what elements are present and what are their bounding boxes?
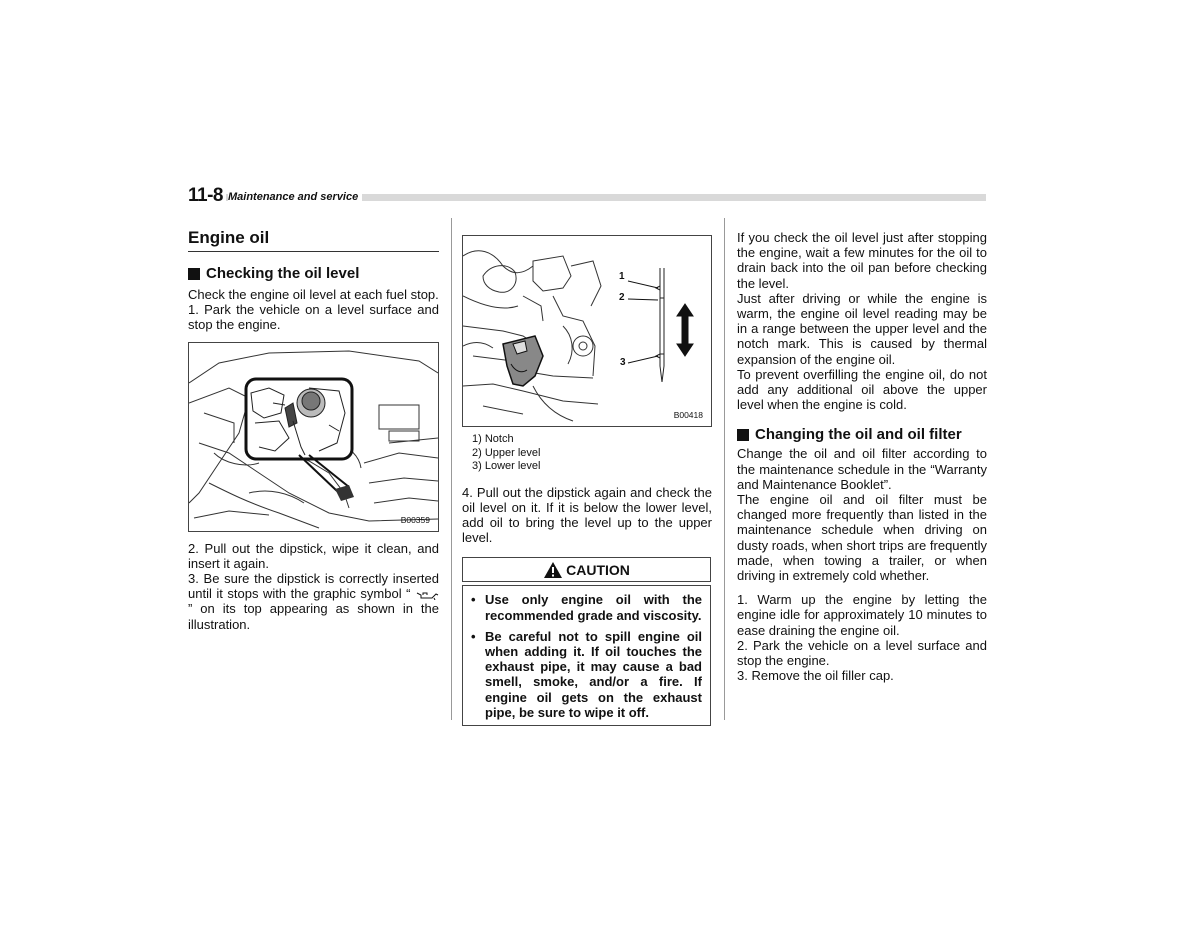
- figure-legend: [462, 433, 712, 474]
- change-step-2-text: 2. Park the vehicle on a level surface and stop the engine.: [737, 637, 987, 669]
- caution-body: [462, 585, 711, 726]
- warning-triangle-icon: [543, 561, 563, 579]
- paragraph-frequency: The engine oil and oil filter must be changed more frequently than listed in the maintenance schedule when driving on dusty roads, when short trips are frequently made, when towing a trailer, or when driving in extremely cold whether.: [737, 492, 987, 584]
- intro-text: Check the engine oil level at each fuel stop.: [188, 287, 439, 302]
- engine-bay-drawing: [189, 343, 438, 531]
- section-title-rule: [188, 251, 439, 252]
- step-3-text-after: ” on its top appearing as shown in the illustration.: [188, 601, 439, 632]
- paragraph-oil-drain: If you check the oil level just after stopping the engine, wait a few minutes for the oil to drain back into the oil pan before checking the level.: [737, 230, 987, 291]
- dipstick-drawing: [463, 236, 711, 426]
- legend-item-lower-level: 3) Lower level: [472, 460, 541, 472]
- column-divider-right: [724, 218, 725, 720]
- column-divider-left: [451, 218, 452, 720]
- section-title: Engine oil: [188, 228, 270, 247]
- caution-item-text: Use only engine oil with the recommended grade and viscosity.: [485, 592, 702, 623]
- left-column: [188, 228, 439, 632]
- chapter-title: Maintenance and service: [228, 191, 362, 203]
- caution-item-text: Be careful not to spill engine oil when adding it. If oil touches the exhaust pipe, it may cause a bad smell, smoke, and/or a fire. If engine oil gets on the exhaust pipe, be sure to wipe it off.: [485, 628, 702, 720]
- paragraph-overfill: To prevent overfilling the engine oil, do not add any additional oil above the upper level when the engine is cold.: [737, 366, 987, 413]
- figure-code: B00418: [673, 410, 703, 420]
- callout-3: 3: [620, 357, 626, 368]
- change-step-1-text: 1. Warm up the engine by letting the engine idle for approximately 10 minutes to ease draining the engine oil.: [737, 592, 987, 638]
- square-bullet-icon: [737, 429, 749, 441]
- bullet-icon: •: [471, 628, 476, 644]
- callout-2: 2: [619, 292, 625, 303]
- caution-item: [471, 592, 702, 622]
- page-number: 11-8: [188, 185, 226, 207]
- change-step-3-text: 3. Remove the oil filler cap.: [737, 668, 894, 684]
- step-1-text: 1. Park the vehicle on a level surface and stop the engine.: [188, 302, 439, 333]
- legend-item-upper-level: 2) Upper level: [472, 446, 541, 459]
- dipstick-illustration: [462, 235, 712, 427]
- subsection-title-text: Changing the oil and oil filter: [755, 426, 962, 444]
- paragraph-warm-engine: Just after driving or while the engine is warm, the engine oil level reading may be in a range between the upper level and the notch mark. This is caused by thermal expansion of the engine oil.: [737, 290, 987, 367]
- caution-title: CAUTION: [566, 561, 630, 578]
- engine-bay-illustration: [188, 342, 439, 532]
- middle-column: [462, 235, 712, 726]
- callout-1: 1: [619, 271, 625, 282]
- step-4-text: 4. Pull out the dipstick again and check the oil level on it. If it is below the lower level, add oil to bring the level up to the upper level.: [462, 484, 712, 546]
- figure-code: B00359: [400, 514, 430, 525]
- subsection-title-checking: [188, 265, 439, 282]
- paragraph-maintenance-schedule: Change the oil and oil filter according to the maintenance schedule in the “Warranty and Maintenance Booklet”.: [737, 446, 987, 492]
- right-column: [737, 230, 987, 683]
- subsection-title-changing: [737, 426, 987, 443]
- caution-header: [462, 557, 711, 582]
- caution-item: [471, 629, 702, 720]
- step-2-text: 2. Pull out the dipstick, wipe it clean, and insert it again.: [188, 540, 439, 571]
- legend-item-notch: 1) Notch: [472, 433, 514, 445]
- subsection-title-text: Checking the oil level: [206, 265, 360, 282]
- oil-can-icon: [415, 590, 439, 600]
- bullet-icon: •: [471, 592, 476, 608]
- step-3-text-before: 3. Be sure the dipstick is correctly inserted until it stops with the graphic symbol “: [188, 571, 439, 602]
- step-3-text: [188, 571, 439, 632]
- caution-box: [462, 557, 711, 726]
- square-bullet-icon: [188, 268, 200, 280]
